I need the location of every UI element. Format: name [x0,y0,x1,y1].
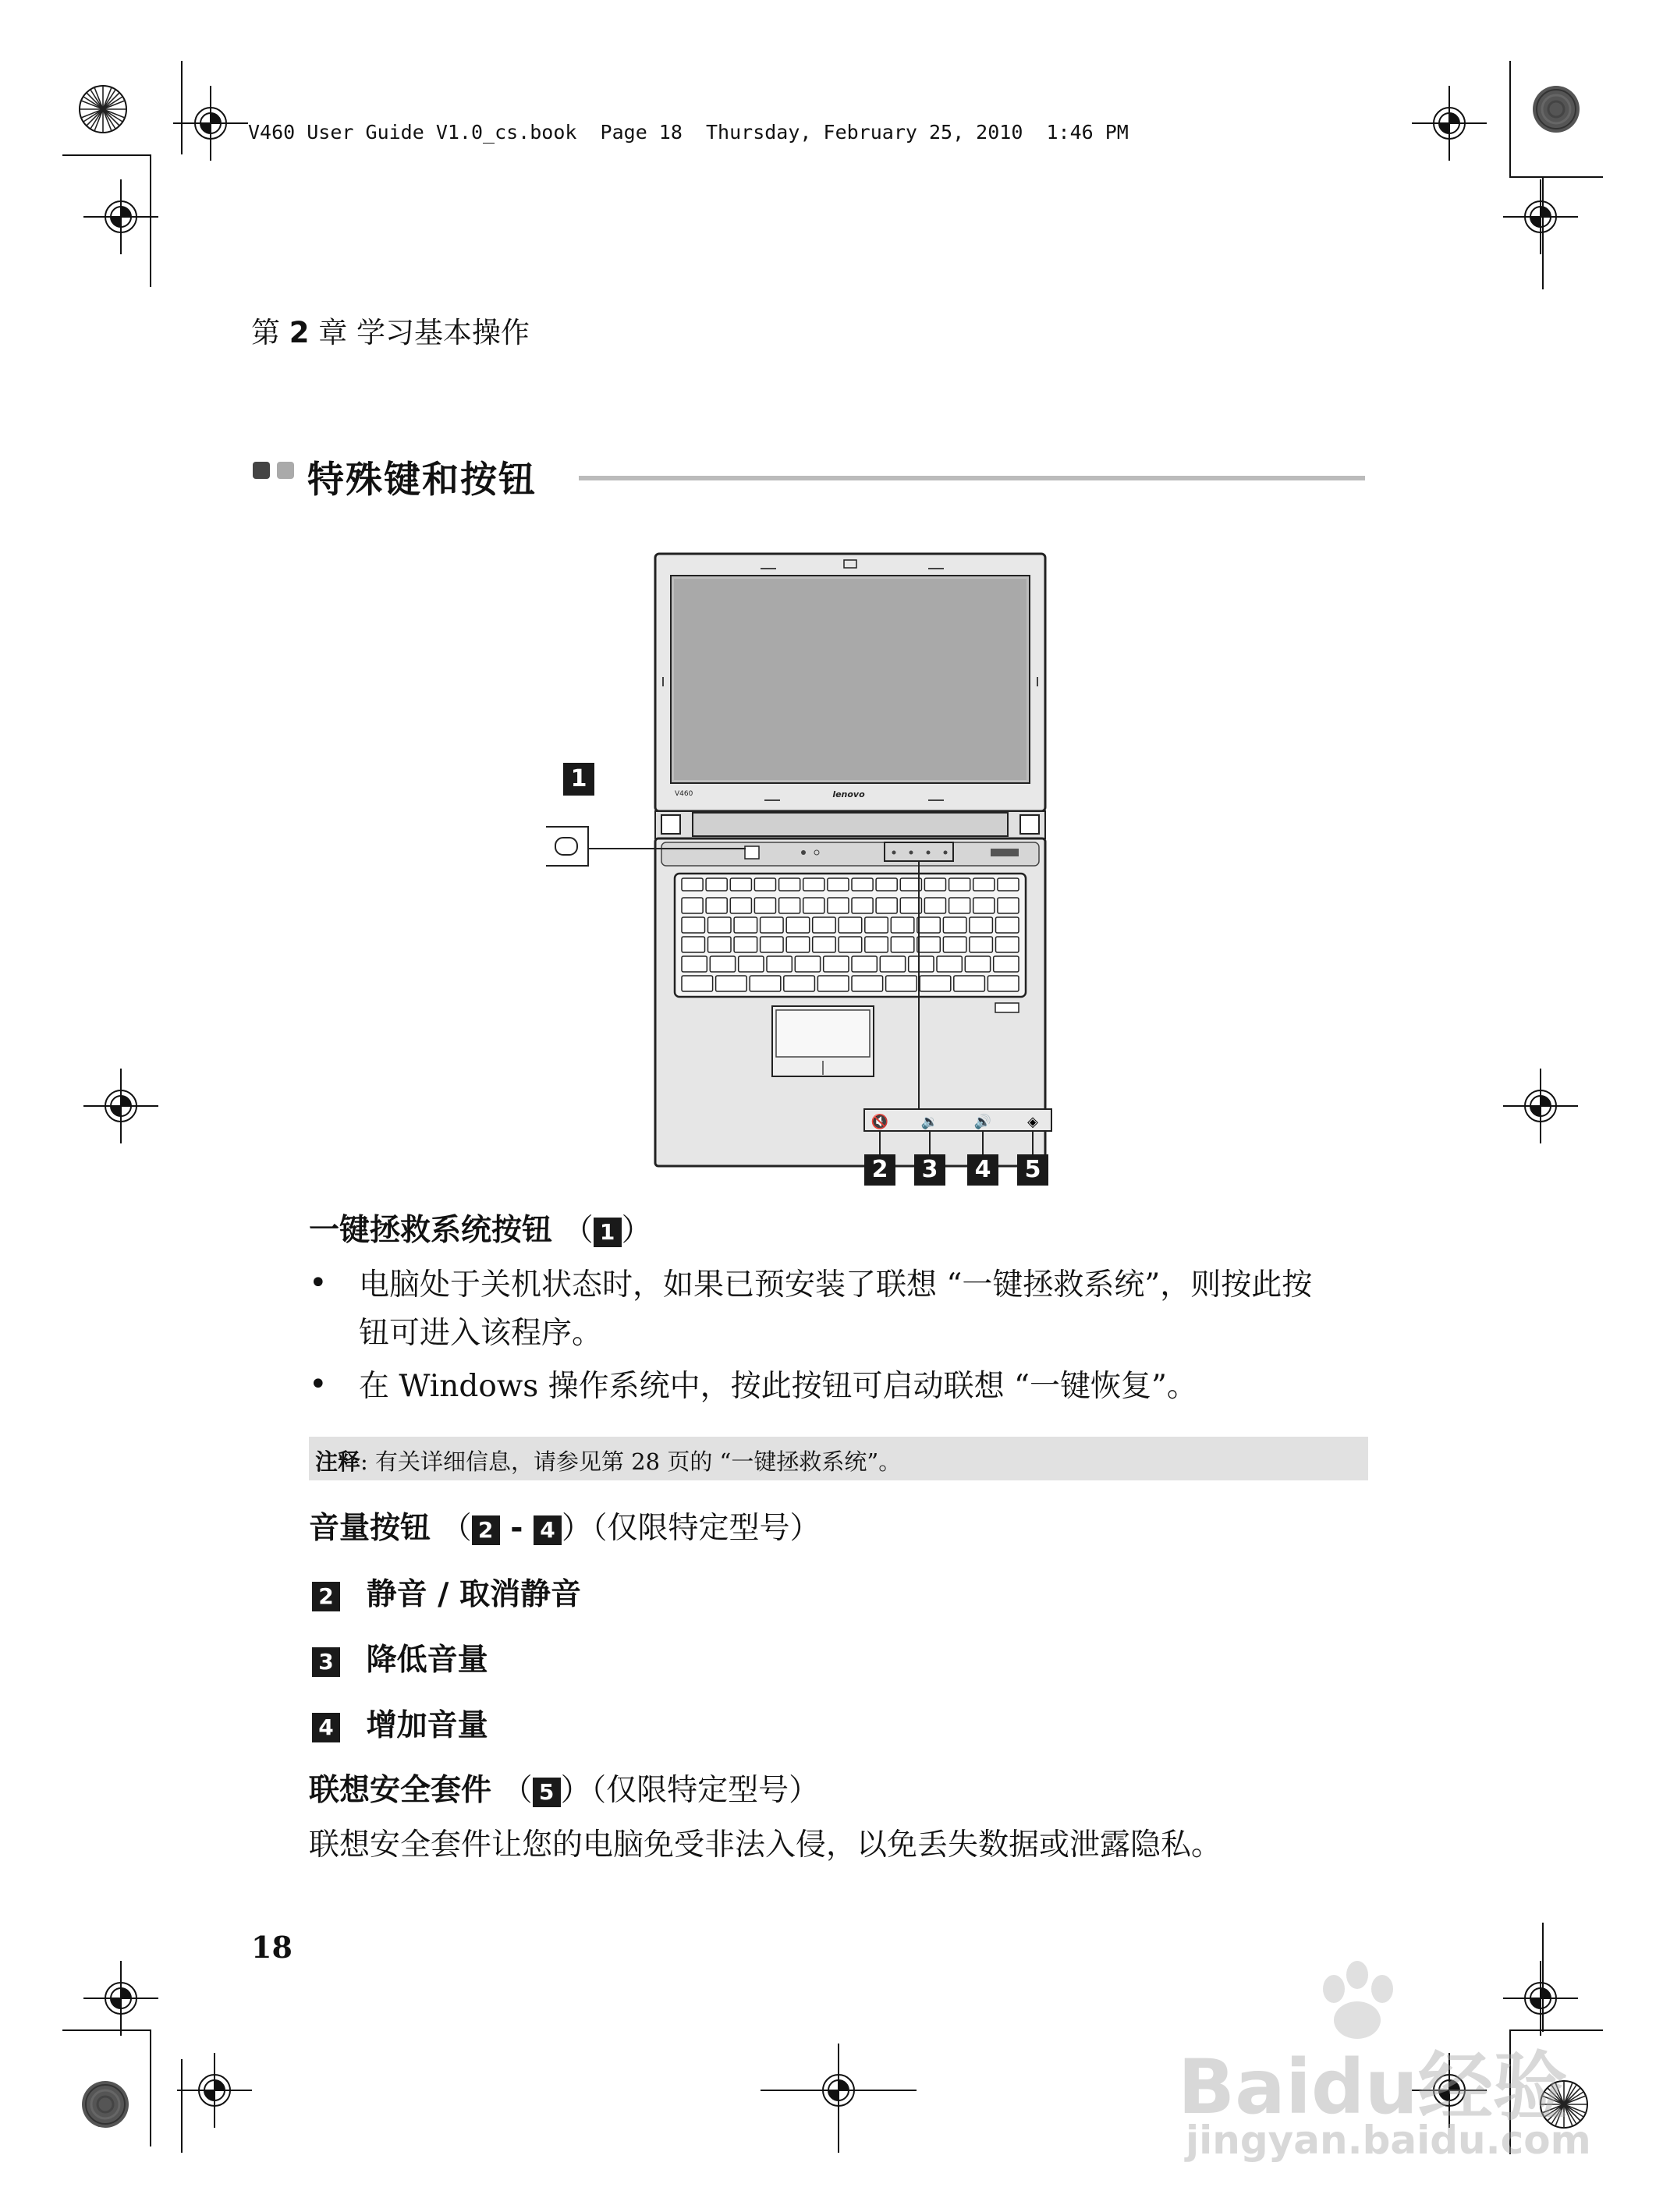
callout-2: 2 [864,1154,895,1186]
onekey-heading: 一键拯救系统按钮 （ 1 ） [309,1213,652,1248]
callout-5: 5 [1017,1154,1048,1186]
volume-item-badge: 3 [312,1647,340,1677]
laptop-figure [546,546,1076,1186]
volume-item-label: 静音 / 取消静音 [366,1577,581,1612]
section-rule [579,476,1365,480]
volume-badge-to: 4 [534,1515,562,1545]
volume-item-up [312,1701,488,1745]
security-heading-suffix: ）（仅限特定型号） [560,1773,820,1808]
volume-item-label: 降低音量 [366,1643,488,1678]
onekey-bullet-1-line-2: 钮可进入该程序。 [359,1316,603,1351]
watermark-brand: Baidu经验 [1178,2044,1568,2131]
note-text: : 有关详细信息，请参见第 28 页的 “一键拯救系统”。 [360,1448,902,1475]
baidu-watermark [1178,1958,1591,2192]
chapter-header [251,309,530,351]
volume-heading-text: 音量按钮 [309,1511,431,1546]
bullet-dot-1: • [309,1265,328,1301]
svg-text:◈: ◈ [1027,1114,1038,1130]
chapter-title: 章 学习基本操作 [318,316,530,349]
volume-heading: 音量按钮 （ 2 - 4 ）（仅限特定型号） [309,1511,821,1546]
svg-text:🔉: 🔉 [920,1114,939,1130]
security-text: 联想安全套件让您的电脑免受非法入侵，以免丢失数据或泄露隐私。 [309,1827,1222,1863]
volume-heading-suffix: ）（仅限特定型号） [561,1511,821,1546]
model-label: V460 [675,790,693,798]
note-label: 注释 [315,1448,361,1475]
callout-3: 3 [914,1154,945,1186]
svg-text:🔊: 🔊 [973,1114,992,1130]
volume-item-badge: 4 [312,1713,340,1742]
callout-4: 4 [967,1154,998,1186]
chapter-prefix: 第 [251,316,280,349]
note-box [309,1437,1368,1480]
volume-dash: - [510,1511,523,1546]
bullet-dot-2: • [309,1367,328,1402]
brand-label: lenovo [832,789,865,799]
laptop-illustration [546,546,1076,1186]
onekey-bullet-2: 在 Windows 操作系统中，按此按钮可启动联想 “一键恢复”。 [359,1369,1197,1404]
book-info-line: V460 User Guide V1.0_cs.book Page 18 Thursday, February 25, 2010 1:46 PM [248,121,1129,144]
onekey-bullet-1-line-1: 电脑处于关机状态时，如果已预安装了联想 “一键拯救系统”，则按此按 [359,1267,1313,1303]
volume-item-label: 增加音量 [366,1708,488,1743]
onekey-heading-text: 一键拯救系统按钮 [309,1213,553,1248]
volume-item-down [312,1636,488,1679]
volume-badge-from: 2 [472,1515,500,1545]
callout-1: 1 [563,763,594,796]
security-heading-text: 联想安全套件 [309,1773,492,1808]
page-number: 18 [251,1930,293,1965]
svg-text:🔇: 🔇 [871,1114,889,1130]
onekey-badge: 1 [594,1218,622,1247]
security-heading: 联想安全套件 （ 5 ）（仅限特定型号） [309,1773,820,1808]
section-title: 特殊键和按钮 [307,459,537,502]
section-bullet-dark [253,462,270,479]
security-badge: 5 [533,1778,561,1807]
chapter-number: 2 [289,316,310,349]
volume-item-mute [312,1570,581,1614]
volume-item-badge: 2 [312,1582,340,1611]
watermark-url: jingyan.baidu.com [1186,2118,1591,2163]
section-bullet-light [277,462,294,479]
